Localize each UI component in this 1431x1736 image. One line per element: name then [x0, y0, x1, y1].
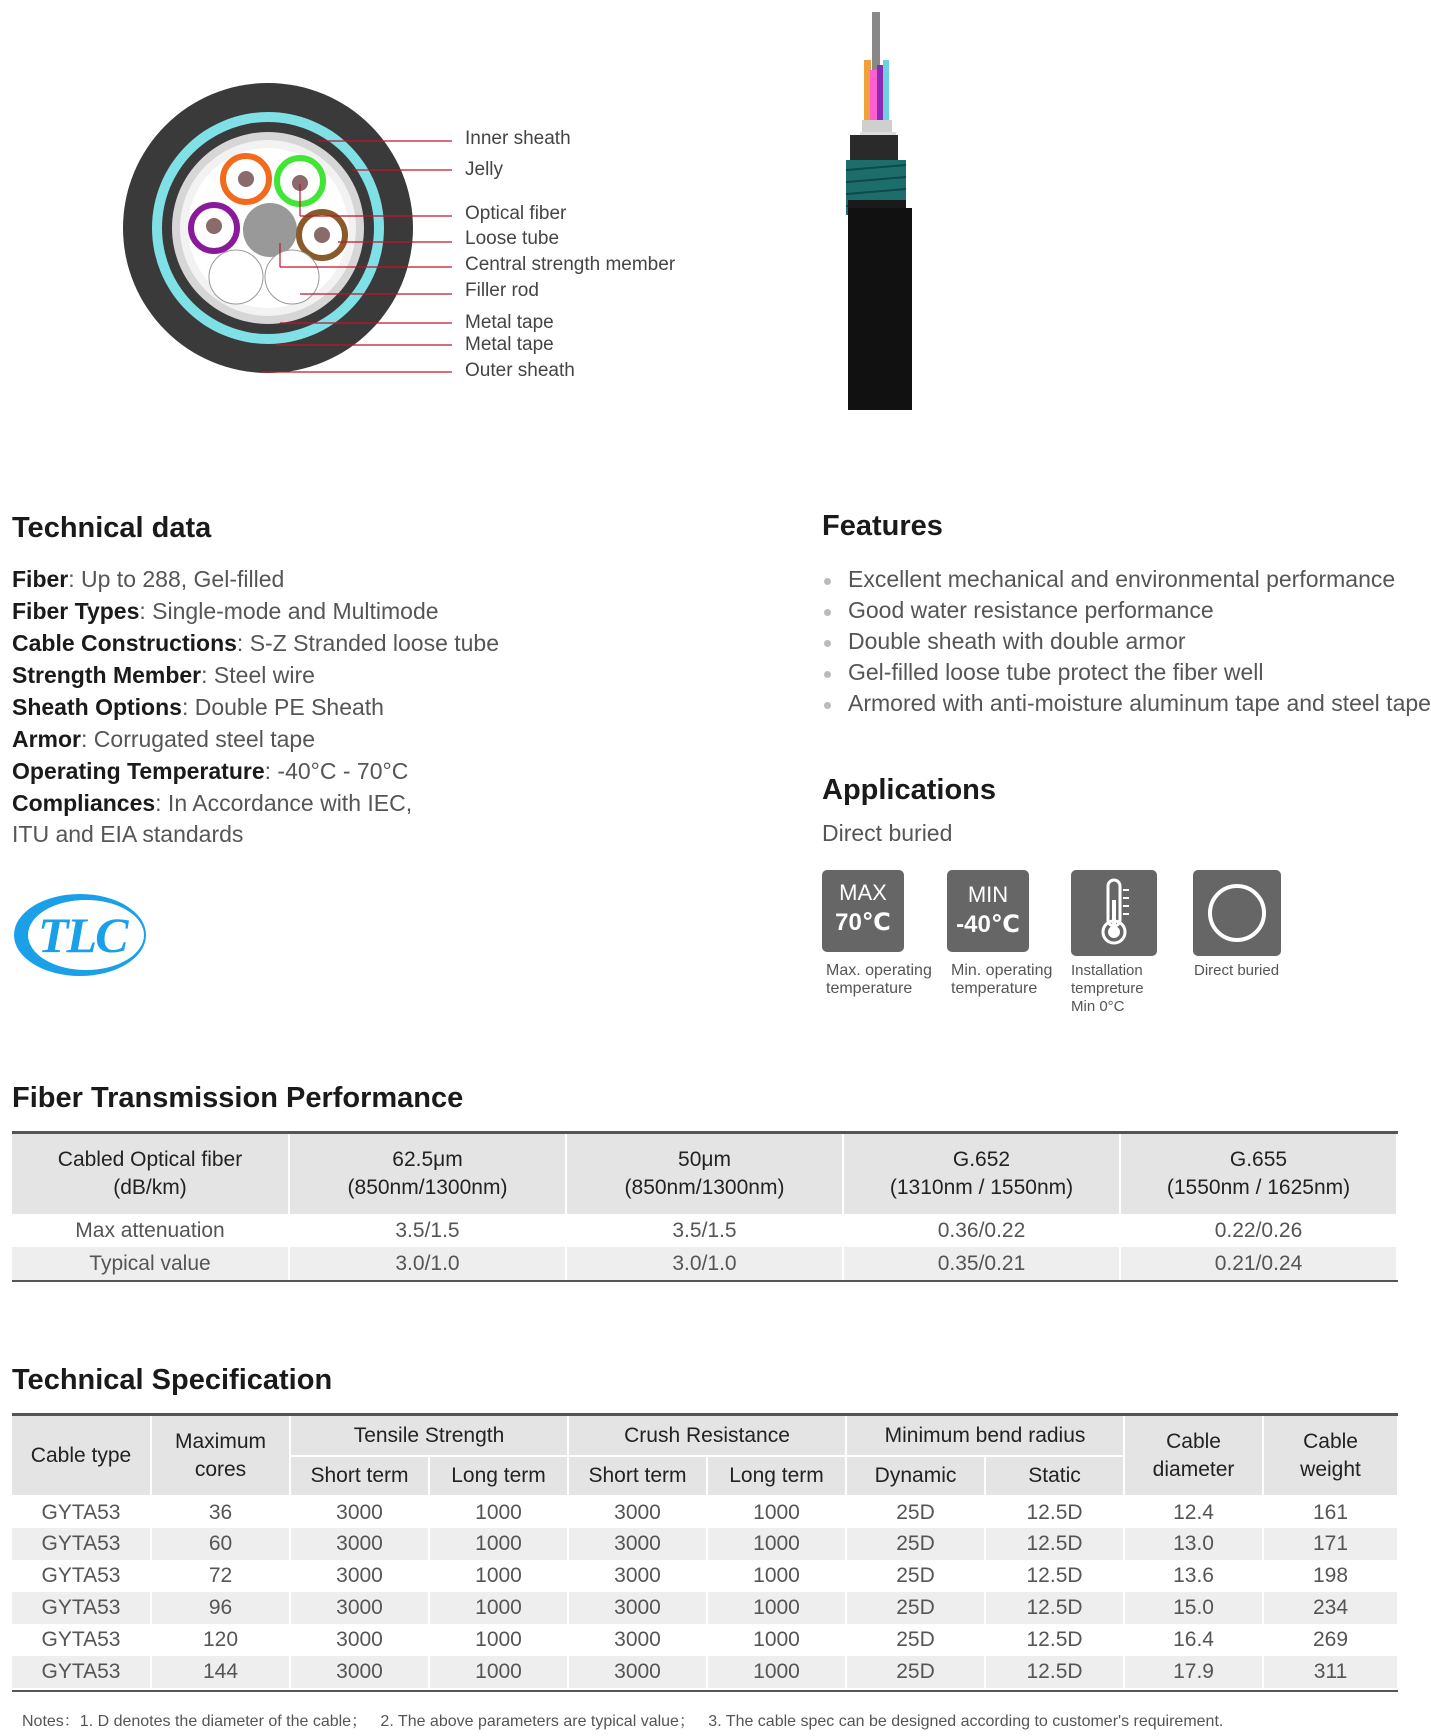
label-optical-fiber: Optical fiber [465, 203, 567, 224]
column-header: Short term [568, 1456, 707, 1496]
table-cell: 60 [151, 1528, 290, 1560]
table-cell: 12.5D [985, 1528, 1124, 1560]
min-temp-caption: Min. operating temperature [951, 962, 1053, 997]
table-cell: 12.5D [985, 1624, 1124, 1656]
label-loose-tube: Loose tube [465, 228, 560, 249]
table-row [12, 1560, 1398, 1592]
table-row [12, 1247, 1397, 1280]
fiber-transmission-heading: Fiber Transmission Performance [12, 1082, 464, 1114]
min-temperature-icon: MIN -40℃ [947, 870, 1029, 952]
label-metal-tape-2: Metal tape [465, 334, 554, 355]
table-cell: 1000 [429, 1656, 568, 1688]
column-header: Cable weight [1263, 1416, 1398, 1496]
table-cell: 161 [1263, 1496, 1398, 1528]
table-cell: 3000 [568, 1592, 707, 1624]
table-cell: 15.0 [1124, 1592, 1263, 1624]
label-filler-rod: Filler rod [465, 280, 539, 301]
table-cell: 1000 [429, 1624, 568, 1656]
table-row [12, 1624, 1398, 1656]
table-cell: 1000 [707, 1560, 846, 1592]
column-header: Crush Resistance [568, 1416, 846, 1456]
table-row [12, 1528, 1398, 1560]
table-row [12, 1592, 1398, 1624]
table-cell: 96 [151, 1592, 290, 1624]
table-cell: 3.5/1.5 [566, 1214, 843, 1247]
table-cell: Max attenuation [12, 1214, 289, 1247]
table-cell: 12.5D [985, 1592, 1124, 1624]
cable-side-view-image [830, 10, 920, 410]
column-header: Long term [429, 1456, 568, 1496]
td-compliances-continuation: ITU and EIA standards [12, 821, 244, 847]
technical-spec-heading: Technical Specification [12, 1364, 333, 1396]
notes: Notes：1. D denotes the diameter of the cable； 2. The above parameters are typical value； 3. The cable spec can be designed according to customer's requirement. [22, 1713, 1224, 1730]
applications-text: Direct buried [822, 820, 953, 846]
label-outer-sheath: Outer sheath [465, 360, 575, 381]
table-header-row [12, 1134, 1397, 1214]
table-cell: 1000 [707, 1592, 846, 1624]
table-cell: 3000 [568, 1496, 707, 1528]
table-cell: 311 [1263, 1656, 1398, 1688]
thermometer-icon [1071, 870, 1157, 956]
table-cell: 13.6 [1124, 1560, 1263, 1592]
label-central-strength-member: Central strength member [465, 254, 676, 275]
table-cell: 12.5D [985, 1656, 1124, 1688]
table-cell: GYTA53 [12, 1560, 151, 1592]
table-cell: 3000 [568, 1624, 707, 1656]
column-header: Cabled Optical fiber (dB/km) [12, 1134, 289, 1214]
table-cell: 3000 [568, 1656, 707, 1688]
table-cell: 36 [151, 1496, 290, 1528]
table-cell: 0.35/0.21 [843, 1247, 1120, 1280]
direct-buried-caption: Direct buried [1194, 962, 1280, 979]
table-cell: 12.5D [985, 1560, 1124, 1592]
table-cell: 3000 [290, 1656, 429, 1688]
table-cell: 3000 [290, 1528, 429, 1560]
table-cell: 25D [846, 1656, 985, 1688]
column-header: G.655 (1550nm / 1625nm) [1120, 1134, 1397, 1214]
table-cell: 25D [846, 1592, 985, 1624]
column-header: Maximum cores [151, 1416, 290, 1496]
table-cell: GYTA53 [12, 1528, 151, 1560]
table-cell: 1000 [707, 1496, 846, 1528]
column-header: G.652 (1310nm / 1550nm) [843, 1134, 1120, 1214]
circle-icon [1193, 870, 1281, 956]
label-jelly: Jelly [465, 159, 504, 180]
table-cell: 3.0/1.0 [289, 1247, 566, 1280]
table-cell: 3000 [290, 1624, 429, 1656]
tlc-logo: TLC [12, 890, 148, 980]
label-inner-sheath: Inner sheath [465, 128, 571, 149]
table-cell: 3000 [290, 1560, 429, 1592]
table-cell: 3000 [568, 1560, 707, 1592]
features-heading: Features [822, 510, 943, 542]
table-cell: 234 [1263, 1592, 1398, 1624]
table-row [12, 1496, 1398, 1528]
column-header: Cable type [12, 1416, 151, 1496]
table-cell: 1000 [707, 1656, 846, 1688]
td-fiber-types: Fiber Types: Single-mode and Multimode [12, 598, 439, 624]
table-cell: 3.0/1.0 [566, 1247, 843, 1280]
table-cell: 25D [846, 1624, 985, 1656]
column-header: Long term [707, 1456, 846, 1496]
table-cell: 3000 [568, 1528, 707, 1560]
table-cell: 3.5/1.5 [289, 1214, 566, 1247]
table-cell: 1000 [429, 1560, 568, 1592]
table-cell: Typical value [12, 1247, 289, 1280]
table-cell: 1000 [429, 1592, 568, 1624]
column-header: Minimum bend radius [846, 1416, 1124, 1456]
table-row [12, 1214, 1397, 1247]
td-fiber: Fiber: Up to 288, Gel-filled [12, 566, 285, 592]
table-cell: 3000 [290, 1496, 429, 1528]
table-header-row [12, 1416, 1398, 1456]
table-cell: 1000 [429, 1496, 568, 1528]
table-cell: 13.0 [1124, 1528, 1263, 1560]
table-cell: 1000 [707, 1528, 846, 1560]
table-cell: 25D [846, 1496, 985, 1528]
label-metal-tape-1: Metal tape [465, 312, 554, 333]
td-compliances: Compliances: In Accordance with IEC, [12, 790, 413, 816]
table-cell: 144 [151, 1656, 290, 1688]
max-temperature-icon: MAX 70℃ [822, 870, 904, 952]
table-cell: GYTA53 [12, 1624, 151, 1656]
table-cell: 0.21/0.24 [1120, 1247, 1397, 1280]
applications-heading: Applications [822, 774, 997, 806]
table-cell: 12.4 [1124, 1496, 1263, 1528]
table-cell: 171 [1263, 1528, 1398, 1560]
column-header: Dynamic [846, 1456, 985, 1496]
table-row [12, 1656, 1398, 1688]
technical-data-heading: Technical data [12, 512, 212, 544]
cable-cross-section-diagram [0, 0, 700, 420]
fiber-transmission-table [12, 1134, 1398, 1280]
table-cell: 1000 [429, 1528, 568, 1560]
td-cable-constructions: Cable Constructions: S-Z Stranded loose tube [12, 630, 500, 656]
td-operating-temperature: Operating Temperature: -40°C - 70°C [12, 758, 409, 784]
table-cell: 25D [846, 1560, 985, 1592]
table-cell: 0.22/0.26 [1120, 1214, 1397, 1247]
table-cell: GYTA53 [12, 1496, 151, 1528]
table-cell: 269 [1263, 1624, 1398, 1656]
table-cell: 0.36/0.22 [843, 1214, 1120, 1247]
column-header: Short term [290, 1456, 429, 1496]
table-cell: GYTA53 [12, 1656, 151, 1688]
table-cell: 198 [1263, 1560, 1398, 1592]
table-cell: 25D [846, 1528, 985, 1560]
technical-spec-table [12, 1416, 1399, 1688]
table-cell: 3000 [290, 1592, 429, 1624]
column-header: Cable diameter [1124, 1416, 1263, 1496]
table-cell: 120 [151, 1624, 290, 1656]
installation-temp-caption: Installation tempreture Min 0°C [1071, 962, 1144, 1015]
spec-table-bottom-rule [12, 1690, 1398, 1692]
table-cell: 1000 [707, 1624, 846, 1656]
column-header: 50μm (850nm/1300nm) [566, 1134, 843, 1214]
td-strength-member: Strength Member: Steel wire [12, 662, 315, 688]
column-header: Static [985, 1456, 1124, 1496]
max-temp-caption: Max. operating temperature [826, 962, 932, 997]
table-cell: 72 [151, 1560, 290, 1592]
td-sheath-options: Sheath Options: Double PE Sheath [12, 694, 384, 720]
column-header: Tensile Strength [290, 1416, 568, 1456]
td-armor: Armor: Corrugated steel tape [12, 726, 315, 752]
table-cell: 16.4 [1124, 1624, 1263, 1656]
column-header: 62.5μm (850nm/1300nm) [289, 1134, 566, 1214]
table-cell: 17.9 [1124, 1656, 1263, 1688]
table-bottom-rule [12, 1280, 1398, 1282]
table-cell: 12.5D [985, 1496, 1124, 1528]
table-cell: GYTA53 [12, 1592, 151, 1624]
